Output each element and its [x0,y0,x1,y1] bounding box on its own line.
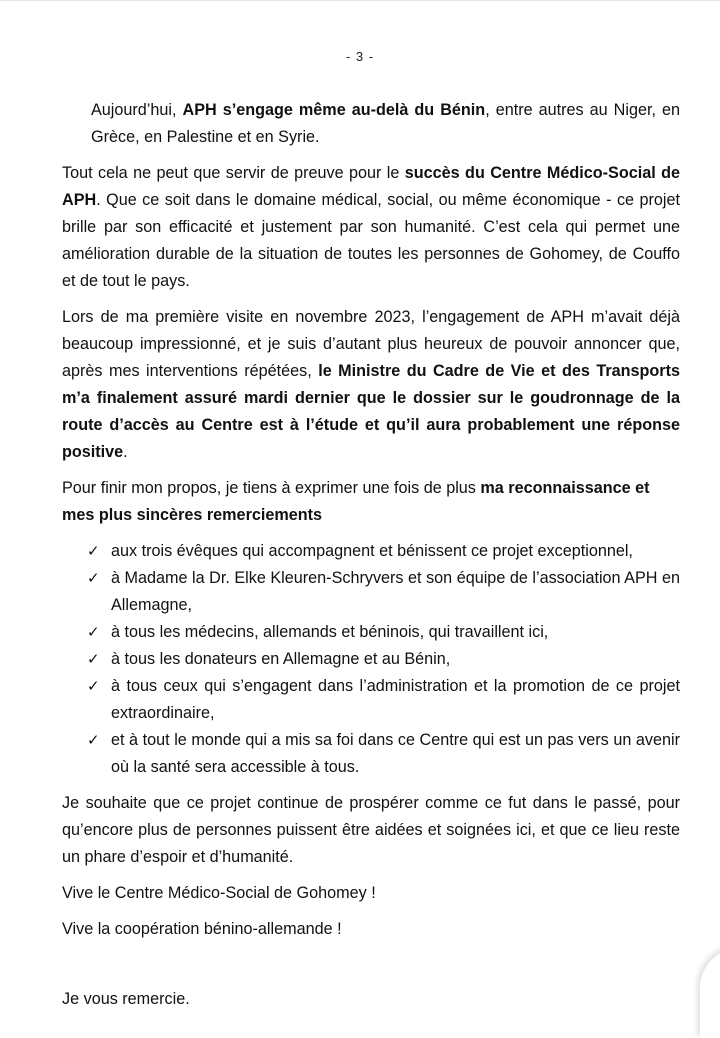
thanks-checklist [62,538,680,781]
checkmark-icon: ✓ [87,624,100,641]
checkmark-icon: ✓ [87,732,100,749]
checkmark-icon: ✓ [87,651,100,668]
list-item: ✓ aux trois évêques qui accompagnent et bénissent ce projet exceptionnel, [62,538,680,565]
checkmark-icon: ✓ [87,678,100,695]
list-item: ✓ et à tout le monde qui a mis sa foi dans ce Centre qui est un pas vers un avenir où la santé sera accessible à tous. [62,727,680,781]
paragraph-success: Tout cela ne peut que servir de preuve pour le succès du Centre Médico-Social de APH. Que ce soit dans le domaine médical, social, ou même économique - ce projet brille par son efficacité et justement par son humanité. C’est cela qui permet une amélioration durable de la situation de toutes les personnes de Gohomey, de Couffo et de tout le pays. [62,164,680,290]
paragraph-closing: Je vous remercie. [62,990,190,1008]
paragraph-aph-engagement: Aujourd’hui, APH s’engage même au-delà du Bénin, entre autres au Niger, en Grèce, en Palestine et en Syrie. [91,101,680,146]
bold-emphasis: APH s’engage même au-delà du Bénin [182,101,486,119]
bold-emphasis: ma reconnaissance et mes plus sincères remerciements [62,479,650,524]
list-item: ✓ à Madame la Dr. Elke Kleuren-Schryvers et son équipe de l’association APH en Allemagne, [62,565,680,619]
paragraph-wish: Je souhaite que ce projet continue de prospérer comme ce fut dans le passé, pour qu’encore plus de personnes puissent être aidées et soignées ici, et que ce lieu reste un phare d’espoir et d’humanité. [62,794,680,866]
checkmark-icon: ✓ [87,570,100,587]
bold-emphasis: le Ministre du Cadre de Vie et des Transports m’a finalement assuré mardi dernier que le dossier sur le goudronnage de la route d’accès au Centre est à l’étude et qu’il aura probablement une réponse positive [62,362,680,461]
top-border [0,0,720,1]
document-body [62,97,680,1022]
list-item: ✓ à tous ceux qui s’engagent dans l’administration et la promotion de ce projet extraordinaire, [62,673,680,727]
list-item: ✓ à tous les donateurs en Allemagne et au Bénin, [62,646,680,673]
bold-emphasis: succès du Centre Médico-Social de APH [62,164,680,209]
paragraph-visit: Lors de ma première visite en novembre 2023, l’engagement de APH m’avait déjà beaucoup impressionné, et je suis d’autant plus heureux de pouvoir annoncer que, après mes interventions répétées, le Ministre du Cadre de Vie et des Transports m’a finalement assuré mardi dernier que le dossier sur le goudronnage de la route d’accès au Centre est à l’étude et qu’il aura probablement une réponse positive. [62,308,680,461]
page-number: - 3 - [345,49,375,64]
paragraph-vive-centre: Vive le Centre Médico-Social de Gohomey ! [62,884,376,902]
paragraph-vive-cooperation: Vive la coopération bénino-allemande ! [62,920,342,938]
list-item: ✓ à tous les médecins, allemands et béninois, qui travaillent ici, [62,619,680,646]
checkmark-icon: ✓ [87,543,100,560]
paragraph-thanks-intro: Pour finir mon propos, je tiens à exprimer une fois de plus ma reconnaissance et mes plus sincères remerciements [62,479,650,524]
page-curl-overlay [700,948,720,1038]
spacer [62,952,680,986]
